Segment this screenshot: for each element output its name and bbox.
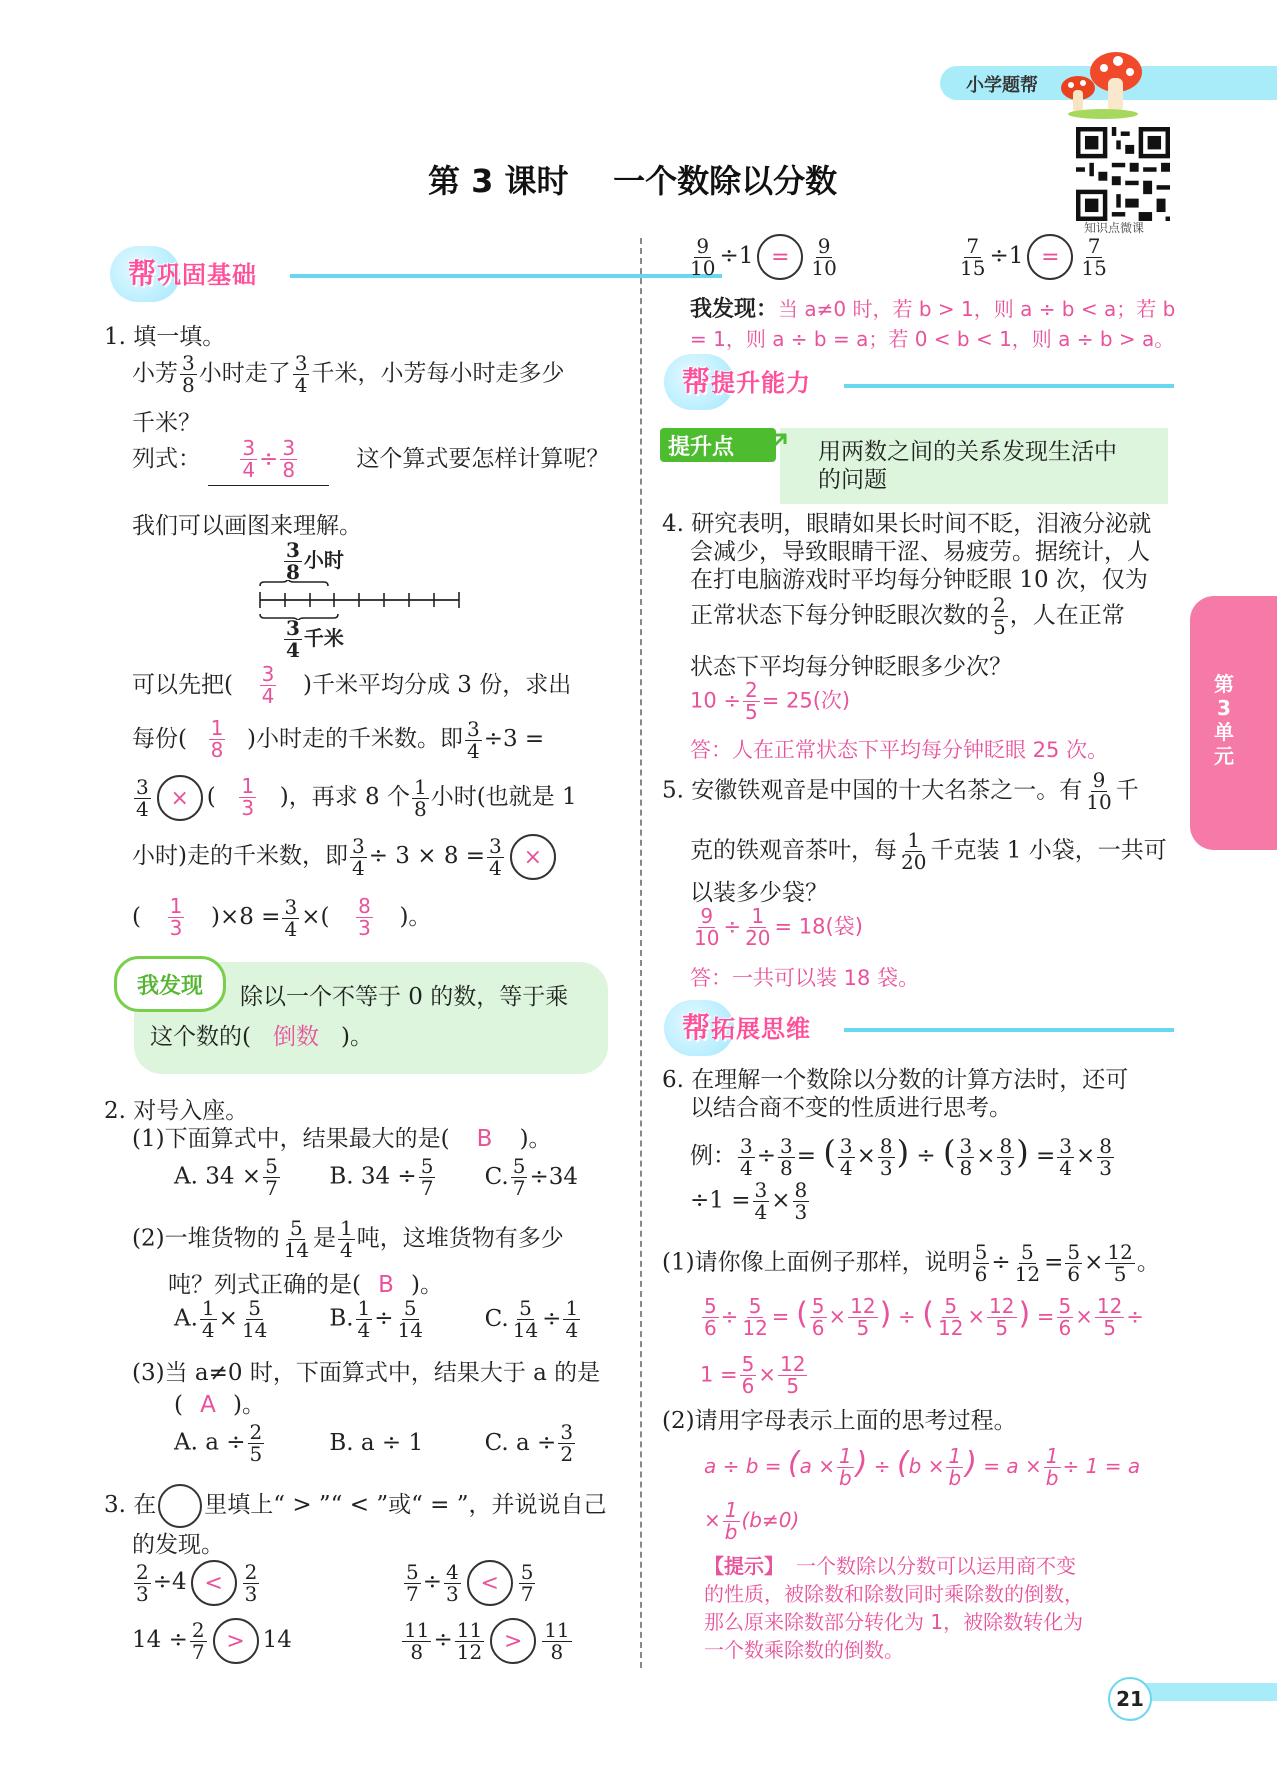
arrow-icon [752, 430, 788, 460]
q2-part1: (1)下面算式中，结果最大的是( B )。 [132, 1126, 552, 1152]
q2-heading: 2. 对号入座。 [104, 1098, 249, 1124]
discover-line1: 除以一个不等于 0 的数，等于乘 [240, 984, 569, 1010]
q6-part2: (2)请用字母表示上面的思考过程。 [662, 1408, 1017, 1434]
q3-row1-right: $\frac{5}{7}$ ÷ $\frac{4}{3}$ < $\frac{5}{7}$ [406, 1559, 534, 1606]
q5-line2: 克的铁观音茶叶，每 $\frac{1}{20}$ 千克装 1 小袋，一共可 [690, 828, 1167, 874]
section-header-expand: 帮拓展思维 [664, 1000, 1174, 1054]
q1-line1: 小芳 $\frac{3}{8}$ 小时走了 $\frac{3}{4}$ 千米，小芳每小时走多少 [132, 351, 565, 397]
q6-example: 例： $\frac{3}{4}$ ÷ $\frac{3}{8}$ = ( $\frac{3}{4}$ × $\frac{8}{3}$ ) ÷ ( $\frac{3}{8}$ × $\frac{8}{3}$ ) = $\frac{3}{4}$ × $\frac{8}{3}$ [690, 1133, 1113, 1180]
q4-line4: 正常状态下每分钟眨眼次数的 $\frac{2}{5}$ ，人在正常 [690, 593, 1125, 639]
q2-part2: (2)一堆货物的 $\frac{5}{14}$ 是 $\frac{1}{4}$ 吨，这堆货物有多少 [132, 1216, 564, 1262]
q3-row3-left: $\frac{9}{10}$ ÷1 = $\frac{9}{10}$ [690, 233, 837, 280]
number-line-bottom-label: $\frac{3}{4}$ 千米 [286, 616, 344, 662]
improve-point-badge: 提升点 [660, 428, 776, 462]
q2-part2b: 吨？列式正确的是( B )。 [168, 1272, 443, 1298]
q1-list-row: 列式： $\frac{3}{4}$ ÷ $\frac{3}{8}$ 这个算式要怎样计算呢？ [132, 438, 609, 486]
q6-part1: (1)请你像上面例子那样，说明 $\frac{5}{6}$ ÷ $\frac{5}{12}$ = $\frac{5}{6}$ × $\frac{12}{5}$ 。 [662, 1240, 1160, 1286]
q6-part2-answer: a ÷ b = (a × $\frac{1}{b}$ ) ÷ (b × $\frac{1}{b}$ ) = a × $\frac{1}{b}$ ÷ 1 = a [704, 1444, 1141, 1490]
q1-fill1: 可以先把( $\frac{3}{4}$ )千米平均分成 3 份，求出 [132, 662, 572, 708]
q5-line3: 以装多少袋？ [690, 880, 828, 906]
q3-discover: 我发现：当 a≠0 时，若 b > 1，则 a ÷ b < a；若 b = 1，则 a ÷ b = a；若 0 < b < 1，则 a ÷ b > a。 [690, 296, 1176, 351]
page-number-bar [1138, 1683, 1277, 1701]
page-number: 21 [1108, 1677, 1152, 1721]
q4-text: 4. 研究表明，眼睛如果长时间不眨，泪液分泌就 会减少，导致眼睛干涩、易疲劳。据统计，人 在打电脑游戏时平均每分钟眨眼 10 次，仅为 [662, 511, 1152, 593]
page-title: 第 3 课时 一个数除以分数 [428, 162, 838, 200]
number-line-diagram [254, 580, 466, 620]
q3-heading: 3. 在 里填上“ > ”“ < ”或“ = ”，并说说自己 [104, 1484, 607, 1528]
q4-line5: 状态下平均每分钟眨眼多少次？ [690, 654, 1012, 680]
q3-row3-right: $\frac{7}{15}$ ÷1 = $\frac{7}{15}$ [960, 233, 1107, 280]
mushroom-icon [1058, 44, 1148, 120]
q2-part3: (3)当 a≠0 时，下面算式中，结果大于 a 的是 [132, 1360, 601, 1386]
header-tab-label: 小学题帮 [966, 75, 1038, 96]
q3-row1-left: $\frac{2}{3}$ ÷4 < $\frac{2}{3}$ [136, 1559, 258, 1606]
q4-answer: 10 ÷ $\frac{2}{5}$ = 25(次) [690, 678, 851, 724]
q5-answer: $\frac{9}{10}$ ÷ $\frac{1}{20}$ = 18(袋) [694, 904, 863, 950]
section-header-improve: 帮提升能力 [664, 354, 1174, 408]
q6-intro: 6. 在理解一个数除以分数的计算方法时，还可 以结合商不变的性质进行思考。 [662, 1067, 1129, 1121]
column-divider [640, 238, 642, 1668]
number-line-top-label: $\frac{3}{8}$ 小时 [286, 538, 344, 584]
q5-line1: 5. 安徽铁观音是中国的十大名茶之一。有 $\frac{9}{10}$ 千 [662, 768, 1139, 814]
q6-hint: 【提示】 一个数除以分数可以运用商不变 的性质，被除数和除数同时乘除数的倒数， 那么原来除数部分转化为 1，被除数转化为 一个数乘除数的倒数。 [704, 1554, 1084, 1662]
side-unit-tab: 第 3 单 元 [1190, 596, 1277, 850]
q1-draw-intro: 我们可以画图来理解。 [132, 513, 362, 539]
section-header-consolidate: 帮巩固基础 [110, 246, 610, 300]
q1-fill3: $\frac{3}{4}$ × ( $\frac{1}{3}$ )，再求 8 个 $\frac{1}{8}$ 小时(也就是 1 [136, 774, 577, 821]
q5-answer-sentence: 答：一共可以装 18 袋。 [690, 966, 920, 990]
q3-row2-right: $\frac{11}{8}$ ÷ $\frac{11}{12}$ > $\frac{11}{8}$ [404, 1617, 570, 1664]
q1-fill5: ( $\frac{1}{3}$ )×8 = $\frac{3}{4}$ ×( $\frac{8}{3}$ )。 [132, 894, 432, 941]
q6-example-tail: ÷1 = $\frac{3}{4}$ × $\frac{8}{3}$ [690, 1178, 808, 1224]
discover-line2: 这个数的( 倒数 )。 [150, 1024, 373, 1050]
q3-row2-left: 14 ÷ $\frac{2}{7}$ > 14 [132, 1617, 292, 1664]
q1-line2: 千米？ [132, 410, 201, 436]
improve-point-text: 用两数之间的关系发现生活中 的问题 [818, 439, 1117, 493]
discover-badge: 我发现 [114, 956, 226, 1012]
q6-part2-answer-tail: × $\frac{1}{b}$ (b≠0) [704, 1498, 800, 1544]
q1-heading: 1. 填一填。 [104, 324, 226, 350]
q6-part1-answer: $\frac{5}{6}$ ÷ $\frac{5}{12}$ = ( $\frac{5}{6}$ × $\frac{12}{5}$ ) ÷ ( $\frac{5}{12}$ × $\frac{12}{5}$ ) = $\frac{5}{6}$ × $\frac{12}{5}$ ÷ [704, 1294, 1144, 1340]
q3-heading2: 的发现。 [132, 1532, 224, 1558]
q2-part1-options: A. 34 × $\frac{5}{7}$ B. 34 ÷ $\frac{5}{7}$ C. $\frac{5}{7}$ ÷34 [174, 1154, 578, 1200]
q1-fill4: 小时)走的千米数，即 $\frac{3}{4}$ ÷ 3 × 8 = $\frac{3}{4}$ × [132, 834, 560, 880]
q2-part3b: ( A )。 [174, 1392, 265, 1418]
q4-answer-sentence: 答：人在正常状态下平均每分钟眨眼 25 次。 [690, 738, 1109, 762]
qr-code-icon[interactable] [1076, 127, 1170, 221]
q6-part1-answer-tail: 1 = $\frac{5}{6}$ × $\frac{12}{5}$ [700, 1352, 806, 1398]
q2-part2-options: A. $\frac{1}{4}$ × $\frac{5}{14}$ B. $\frac{1}{4}$ ÷ $\frac{5}{14}$ C. $\frac{5}{14}$ ÷ $\frac{1}{4}$ [174, 1296, 579, 1342]
q2-part3-options: A. a ÷ $\frac{2}{5}$ B. a ÷ 1 C. a ÷ $\frac{3}{2}$ [174, 1420, 574, 1466]
q1-fill2: 每份( $\frac{1}{8}$ )小时走的千米数。即 $\frac{3}{4}$ ÷3 = [132, 716, 545, 763]
qr-caption: 知识点微课 [1084, 221, 1145, 235]
